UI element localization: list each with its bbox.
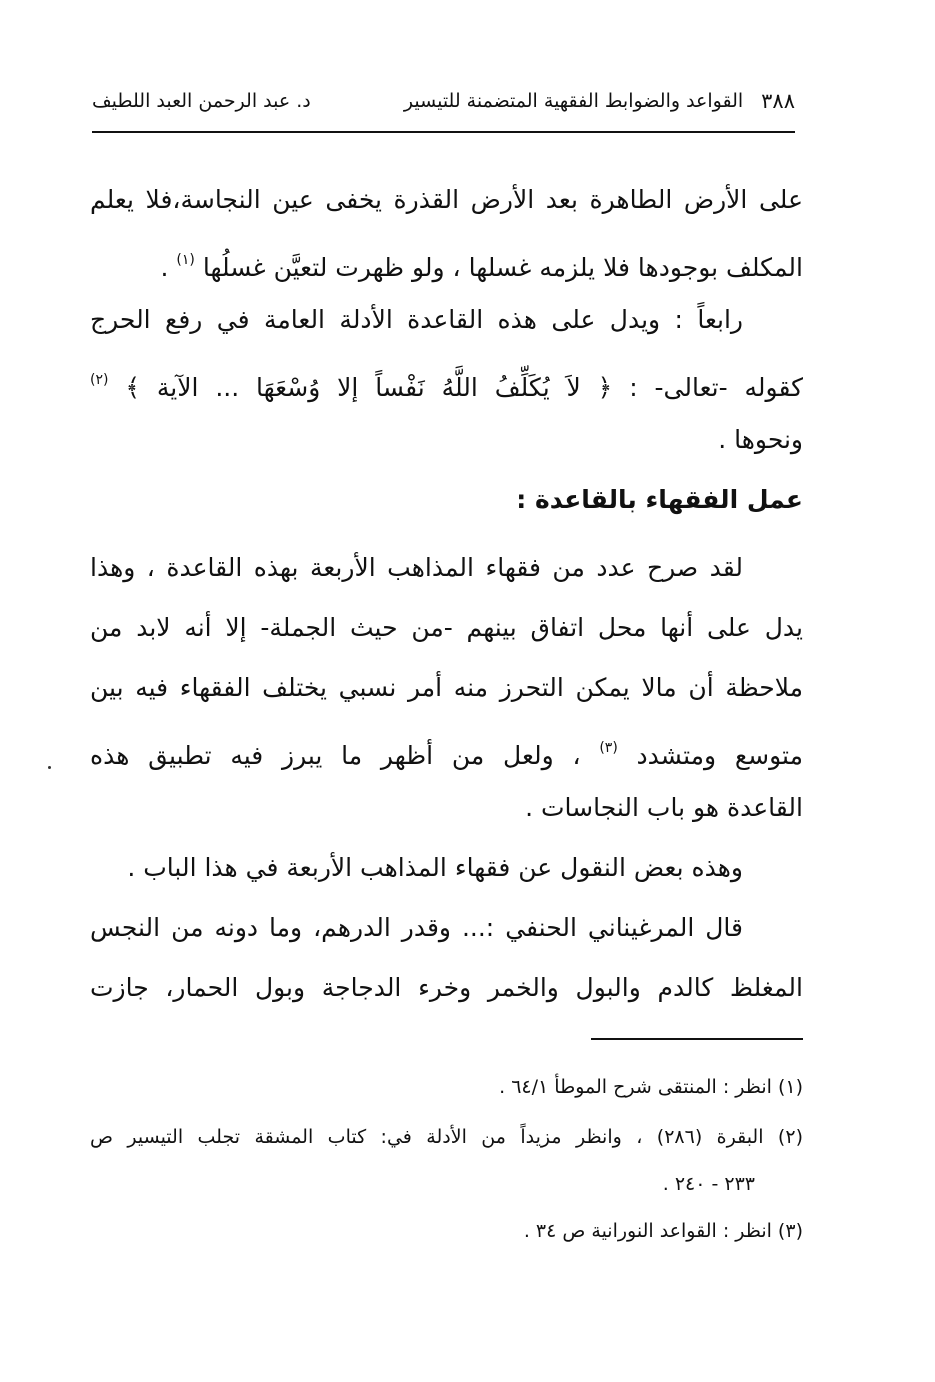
spacer <box>90 530 803 538</box>
footnote-1: (١) انظر : المنتقى شرح الموطأ ٦٤/١ . <box>499 1076 803 1098</box>
quran-verse-line: كقوله -تعالى- : ﴿ لاَ يُكَلِّفُ اللَّهُ نَفْساً إلا وُسْعَهَا ... الآية ﴾ <box>125 373 803 402</box>
text-line <box>90 838 803 898</box>
footnote-rule <box>591 1038 803 1040</box>
footnote-2: (٢) البقرة (٢٨٦) ، وانظر مزيداً من الأدلة في: كتاب المشقة تجلب التيسير ص <box>90 1126 803 1148</box>
footnotes <box>90 1062 803 1256</box>
running-header <box>92 84 795 118</box>
text-line-end: . <box>160 253 169 282</box>
text-line <box>90 538 803 598</box>
text-line <box>90 170 803 230</box>
body-text <box>90 170 803 1018</box>
section-heading: عمل الفقهاء بالقاعدة : <box>516 485 803 514</box>
text-line <box>90 718 803 778</box>
text-line <box>90 290 803 350</box>
book-title: القواعد والضوابط الفقهية المتضمنة للتيسير <box>403 90 744 112</box>
scan-speck <box>48 766 51 769</box>
text-line-content: على الأرض الطاهرة بعد الأرض القذرة يخفى عين النجاسة،فلا يعلم <box>90 185 803 214</box>
page-number: ٣٨٨ <box>761 89 795 113</box>
text-line <box>90 230 803 290</box>
text-line <box>90 958 803 1018</box>
text-line <box>90 778 803 838</box>
footnote-ref: (٢) <box>90 372 109 388</box>
text-line-content: القاعدة هو باب النجاسات . <box>525 793 803 822</box>
text-line-content: ، ولعل من أظهر ما يبرز فيه تطبيق هذه <box>90 741 581 770</box>
text-line-content: ملاحظة أن مالا يمكن التحرز منه أمر نسبي يختلف الفقهاء فيه بين <box>90 673 803 702</box>
text-line-content: المكلف بوجودها فلا يلزمه غسلها ، ولو ظهرت لتعيَّن غسلُها <box>202 253 803 282</box>
text-line <box>90 410 803 470</box>
text-line-content: قال المرغيناني الحنفي :... وقدر الدرهم، وما دونه من النجس <box>90 913 743 942</box>
text-line-content: ونحوها . <box>718 425 803 454</box>
text-line-content: رابعاً : ويدل على هذه القاعدة الأدلة العامة في رفع الحرج <box>90 305 743 334</box>
text-line-content: وهذه بعض النقول عن فقهاء المذاهب الأربعة في هذا الباب . <box>127 853 743 882</box>
footnote-3: (٣) انظر : القواعد النورانية ص ٣٤ . <box>523 1220 803 1242</box>
header-rule <box>92 131 795 133</box>
text-line <box>90 658 803 718</box>
author-name: د. عبد الرحمن العبد اللطيف <box>92 90 311 112</box>
footnote-ref: (١) <box>176 252 195 268</box>
text-line-content: يدل على أنها محل اتفاق بينهم -من حيث الجملة- إلا أنه لابد من <box>90 613 803 642</box>
text-line <box>90 598 803 658</box>
text-line <box>90 350 803 410</box>
text-line-content: لقد صرح عدد من فقهاء المذاهب الأربعة بهذه القاعدة ، وهذا <box>90 553 743 582</box>
text-line <box>90 898 803 958</box>
footnote-2-continuation: ٢٣٣ - ٢٤٠ . <box>662 1173 755 1195</box>
footnote-ref: (٣) <box>599 740 618 756</box>
text-line-content: المغلظ كالدم والبول والخمر وخرء الدجاجة وبول الحمار، جازت <box>90 973 803 1002</box>
text-line-content: متوسع ومتشدد <box>636 741 803 770</box>
